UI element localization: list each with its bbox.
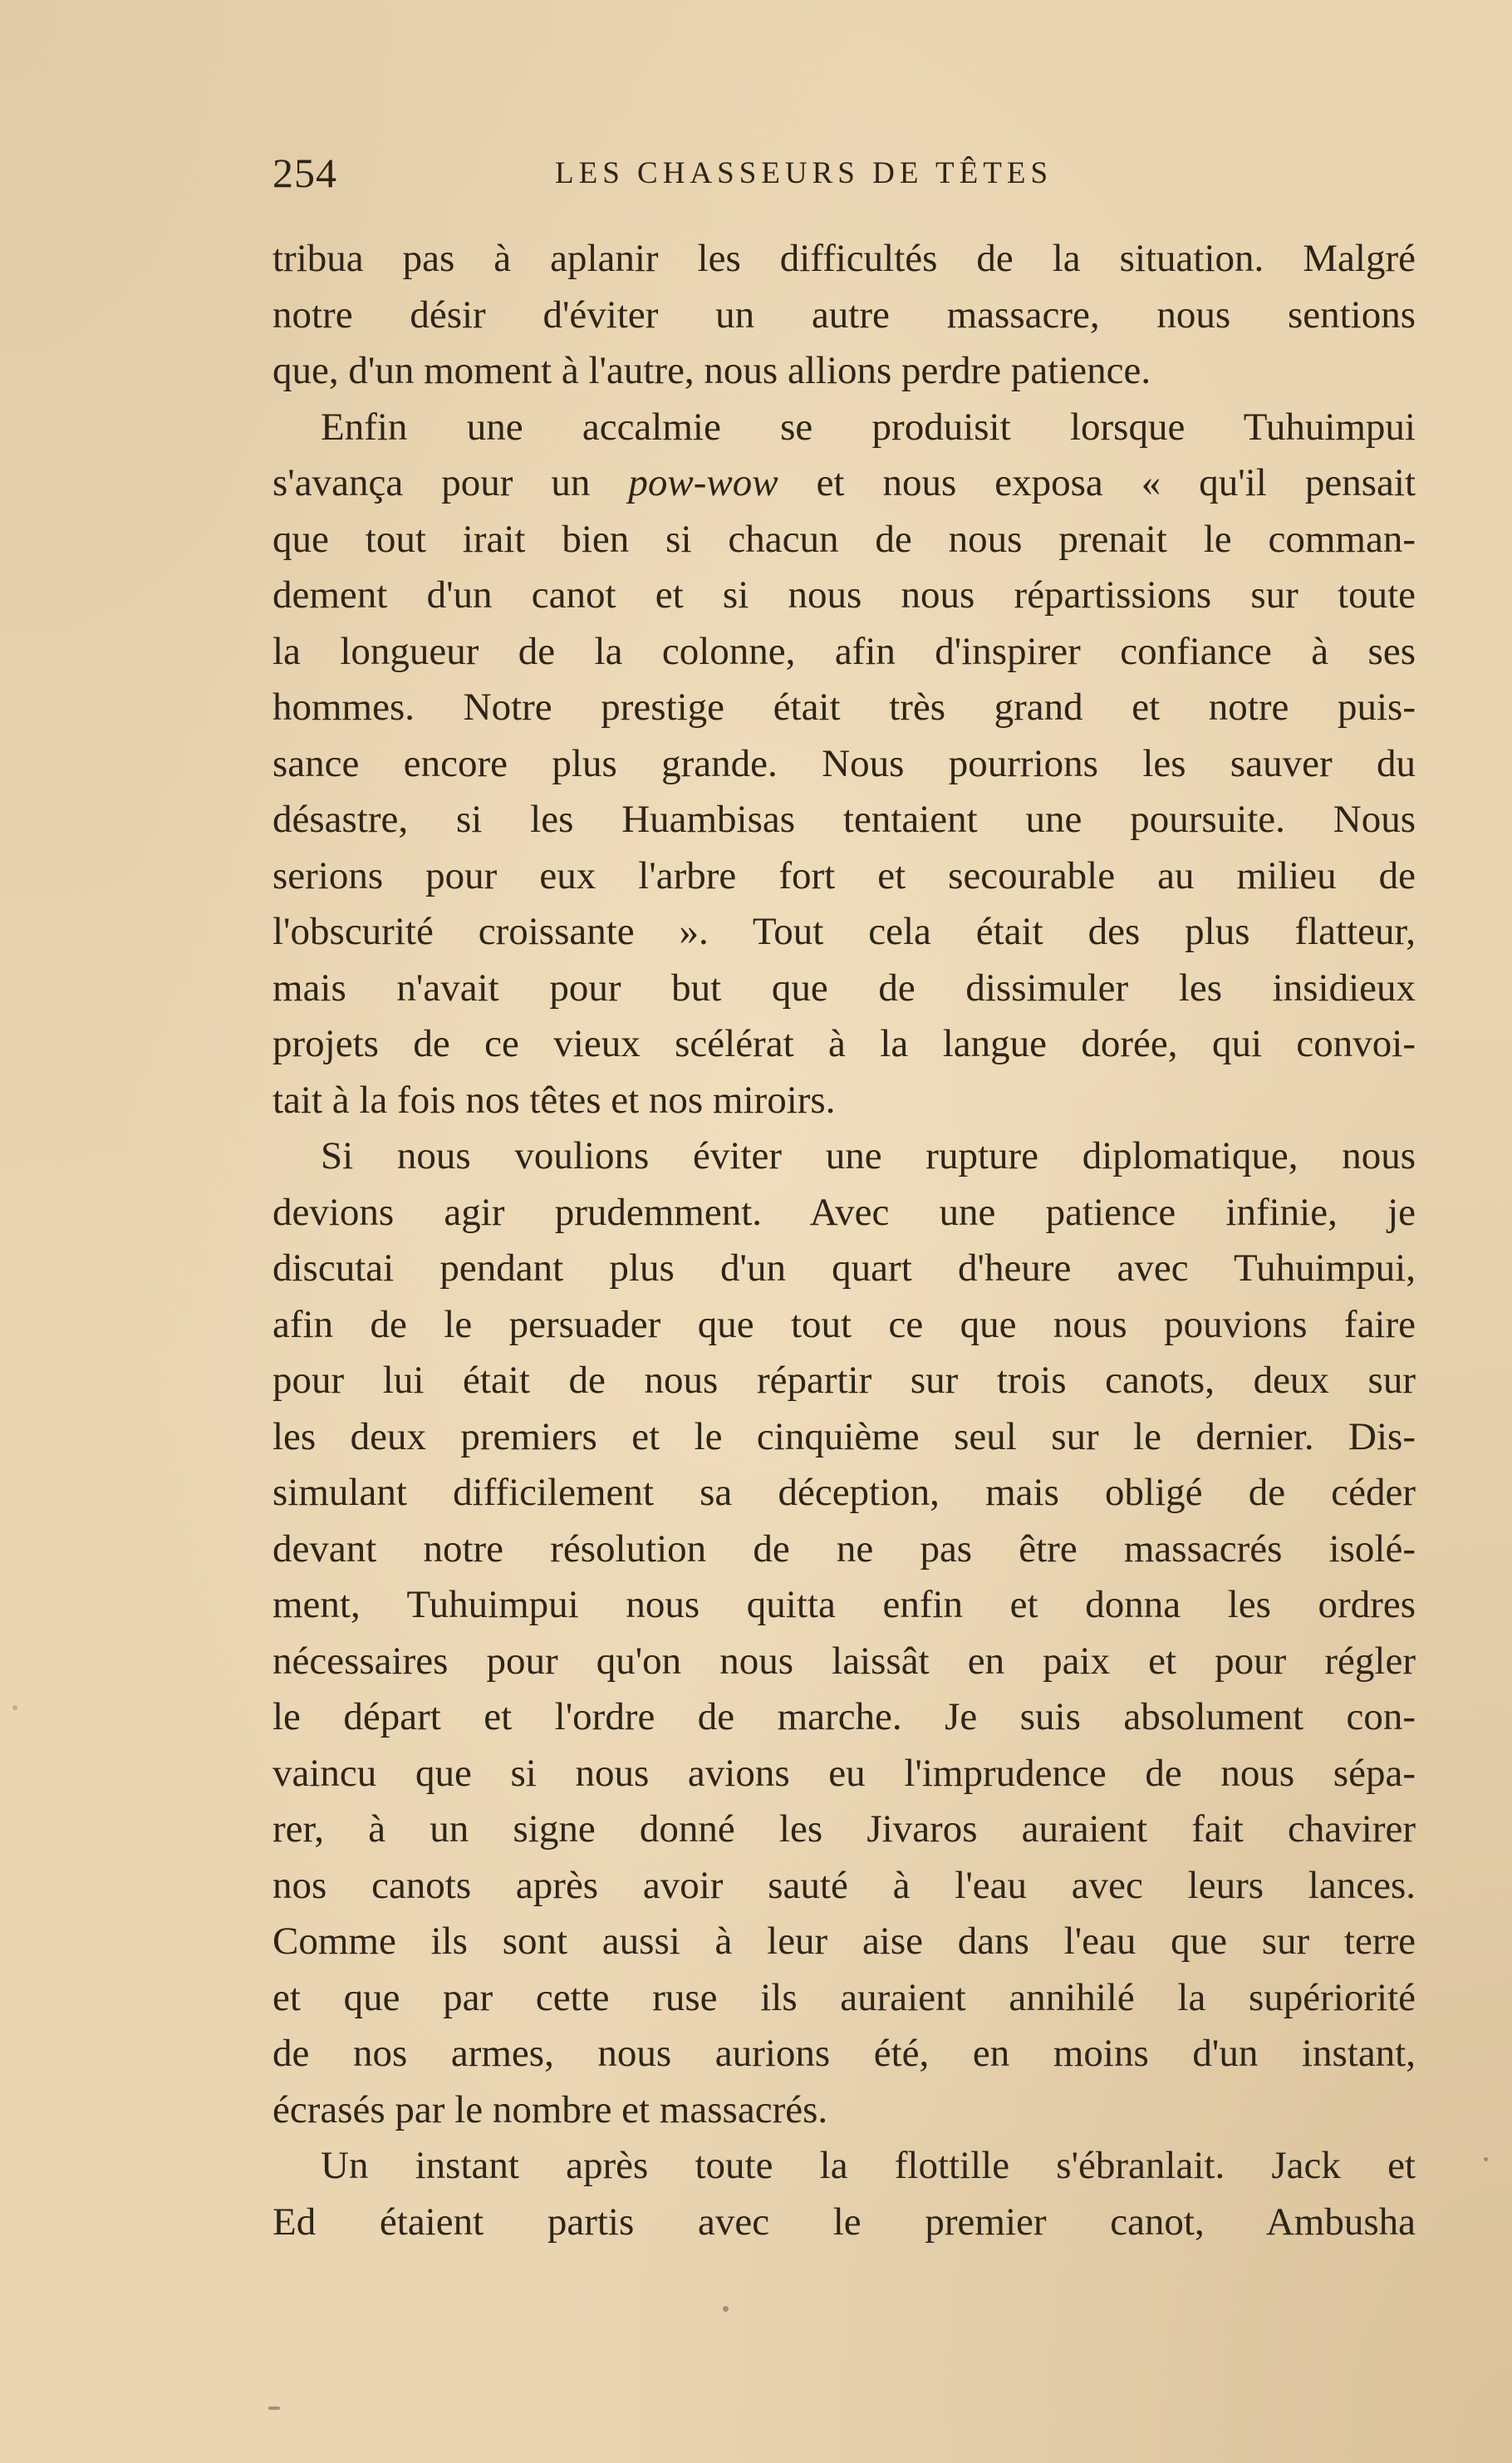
text-line: ment, Tuhuimpui nous quitta enfin et donna les ordres: [272, 1583, 1416, 1626]
text-line: nos canots après avoir sauté à l'eau avec leurs lances.: [272, 1863, 1416, 1907]
text-line: l'obscurité croissante ». Tout cela était des plus flatteur,: [272, 910, 1416, 953]
text-line: Enfin une accalmie se produisit lorsque Tuhuimpui: [321, 405, 1416, 449]
text-line: pour lui était de nous répartir sur trois canots, deux sur: [272, 1359, 1416, 1402]
paper-speck: [723, 2306, 729, 2312]
text-line: devant notre résolution de ne pas être massacrés isolé-: [272, 1526, 1416, 1571]
text-line: nécessaires pour qu'on nous laissât en paix et pour régler: [272, 1639, 1416, 1683]
text-line: que, d'un moment à l'autre, nous allions perdre patience.: [272, 349, 1151, 392]
text-line: tait à la fois nos têtes et nos miroirs.: [272, 1078, 836, 1122]
text-line: Un instant après toute la flottille s'ébranlait. Jack et: [321, 2144, 1416, 2187]
text-line: Si nous voulions éviter une rupture diplomatique, nous: [321, 1134, 1416, 1177]
paper-speck: [268, 2406, 280, 2410]
page-number: 254: [272, 150, 337, 196]
running-head: [272, 148, 1416, 198]
text-line: dement d'un canot et si nous nous répartissions sur toute: [272, 573, 1416, 617]
text-line: afin de le persuader que tout ce que nous pouvions faire: [272, 1302, 1416, 1346]
body-text: [272, 231, 1416, 2250]
text-line: simulant difficilement sa déception, mais obligé de céder: [272, 1471, 1416, 1514]
italic-term: pow-wow: [628, 461, 778, 504]
paper-speck: [1484, 2157, 1488, 2161]
paper-speck: [12, 1705, 17, 1710]
text-line: Comme ils sont aussi à leur aise dans l'eau que sur terre: [272, 1920, 1416, 1963]
text-line: et que par cette ruse ils auraient annihilé la supériorité: [272, 1975, 1416, 2019]
text-line: notre désir d'éviter un autre massacre, nous sentions: [272, 293, 1416, 337]
text-line: tribua pas à aplanir les difficultés de la situation. Malgré: [272, 237, 1416, 280]
text-line: de nos armes, nous aurions été, en moins d'un instant,: [272, 2032, 1416, 2075]
text-line: s'avança pour un pow-wow et nous exposa « qu'il pensait: [272, 461, 1416, 504]
running-title: LES CHASSEURS DE TÊTES: [555, 156, 1053, 190]
text-line: projets de ce vieux scélérat à la langue dorée, qui convoi-: [272, 1022, 1416, 1065]
text-line: Ed étaient partis avec le premier canot, Ambusha: [272, 2200, 1416, 2244]
text-line: rer, à un signe donné les Jivaros auraient fait chavirer: [272, 1807, 1416, 1851]
text-line: hommes. Notre prestige était très grand et notre puis-: [272, 686, 1416, 729]
text-line: vaincu que si nous avions eu l'imprudence de nous sépa-: [272, 1751, 1416, 1795]
text-line: désastre, si les Huambisas tentaient une poursuite. Nous: [272, 798, 1416, 841]
text-line: serions pour eux l'arbre fort et secourable au milieu de: [272, 853, 1416, 897]
text-line: le départ et l'ordre de marche. Je suis absolument con-: [272, 1695, 1416, 1738]
text-line: devions agir prudemment. Avec une patience infinie, je: [272, 1190, 1416, 1234]
text-line: mais n'avait pour but que de dissimuler les insidieux: [272, 966, 1416, 1010]
text-line: la longueur de la colonne, afin d'inspirer confiance à ses: [272, 629, 1416, 673]
text-line: sance encore plus grande. Nous pourrions les sauver du: [272, 741, 1416, 785]
text-line: écrasés par le nombre et massacrés.: [272, 2087, 828, 2131]
text-line: que tout irait bien si chacun de nous prenait le comman-: [272, 517, 1416, 561]
text-line: discutai pendant plus d'un quart d'heure avec Tuhuimpui,: [272, 1246, 1416, 1290]
text-line: les deux premiers et le cinquième seul sur le dernier. Dis-: [272, 1414, 1416, 1458]
